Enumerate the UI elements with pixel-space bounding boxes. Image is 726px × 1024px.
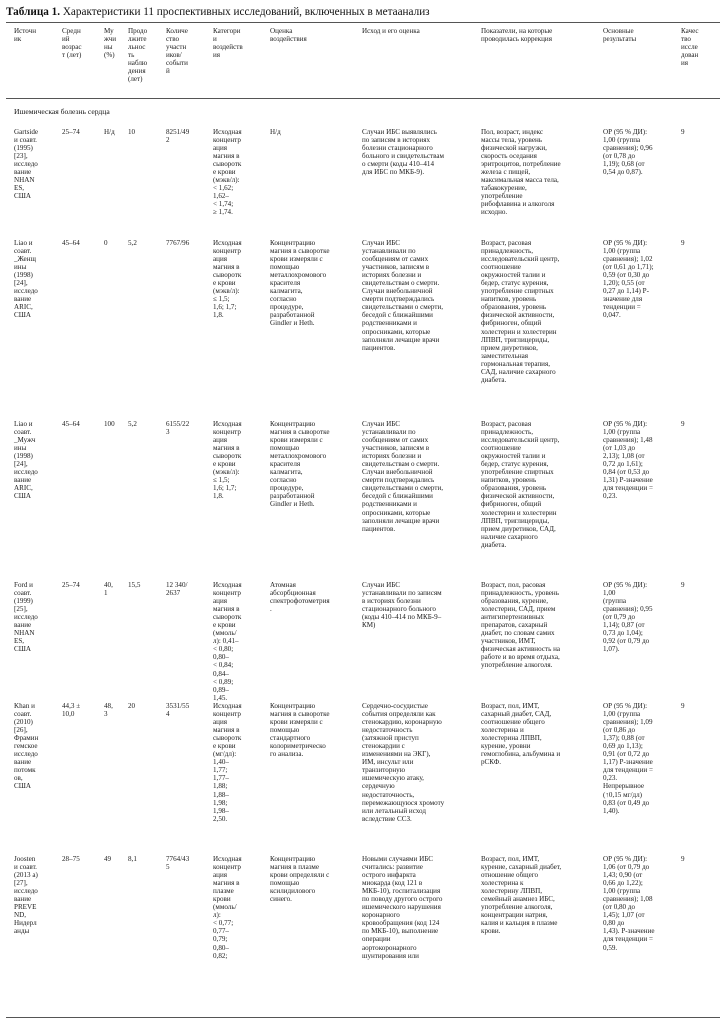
cell-age: 45–64 [62,239,80,247]
cell-quality: 9 [681,420,685,428]
cell-quality: 9 [681,128,685,136]
cell-participants: 12 340/ 2637 [166,581,188,598]
cell-men: 40, 1 [104,581,113,598]
cell-men: 49 [104,855,112,863]
cell-quality: 9 [681,702,685,710]
header-top-rule [6,22,720,23]
cell-participants: 6155/22 3 [166,420,190,437]
cell-age: 25–74 [62,128,80,136]
cell-age: 45–64 [62,420,80,428]
cell-age: 44,3 ± 10,0 [62,702,81,719]
cell-results: ОР (95 % ДИ): 1,00 (группа сравнения); 1,48 (от 1,03 до 2,13); 1,08 (от 0,72 до 1,61); 0,84 (от 0,53 до 1,31) P-значение для тенденции = 0,23. [603,420,653,501]
cell-outcome: Случаи ИБС устанавливали по записям в историях болезни стационарного больного (коды 410–414 по МКБ-9– КМ) [362,581,442,630]
cell-categories: Исходная концентр ация магния в сыворотк е крови (мэкв/л): ≤ 1,5; 1,6; 1,7; 1,8. [213,420,242,501]
cell-results: ОР (95 % ДИ): 1,06 (от 0,79 до 1,43; 0,90 (от 0,66 до 1,22); 1,00 (группа сравнения); 1,08 (от 0,80 до 1,45); 1,07 (от 0,80 до 1,43). P-значение для тенденции = 0,59. [603,855,655,952]
cell-participants: 8251/49 2 [166,128,190,145]
cell-categories: Исходная концентр ация магния в сыворотк е крови (мг/дл): 1,40– 1,77; 1,77– 1,88; 1,88– 1,98; 1,98– 2,50. [213,702,242,823]
cell-adjustment: Возраст, расовая принадлежность, исследовательский центр, соотношение окружностей талии и бедер, статус курения, употребление спиртных напитков, уровень образования, уровень физической активности, фибриноген, общий холестерин и холестерин ЛПВП, триглицериды, прием диуретиков, САД, наличие сахарного диабета. [481,420,560,549]
cell-men: 48, 3 [104,702,113,719]
cell-source: Ford и соавт. (1999) [25], исследо вание NHAN ES, США [14,581,38,654]
cell-source: Joosten и соавт. (2013 a) [27], исследо вание PREVE ND, Нидерл анды [14,855,38,936]
table-label: Таблица 1. [6,6,61,18]
cell-results: ОР (95 % ДИ): 1,00 (группа сравнения); 0,96 (от 0,78 до 1,19); 0,68 (от 0,54 до 0,87). [603,128,653,177]
cell-assessment: Концентрацию магния в сыворотке крови измеряли с помощью стандартного колориметрическо го анализа. [270,702,330,759]
cell-categories: Исходная концентр ация магния в плазме крови (ммоль/ л): < 0,77; 0,77– 0,79; 0,80– 0,82; [213,855,242,960]
cell-adjustment: Пол, возраст, индекс массы тела, уровень физической нагрузки, скорость оседания эритроцитов, потребление железа с пищей, максимальная масса тела, табакокурение, употребление рибофлавина и алкоголя исходно. [481,128,561,217]
column-header-age: Средн ий возрас т (лет) [62,27,82,60]
cell-outcome: Случаи ИБС устанавливали по сообщениям от самих участников, записям в историях болезни и свидетельствам о смерти. Случаи внебольничной смерти подтверждались свидетельствами о смерти, беседой с ближайшими родственниками и опросниками, которые заполняли лечащие врачи пациентов. [362,239,444,352]
column-header-adjustment: Показатели, на которые проводилась коррекция [481,27,553,44]
cell-categories: Исходная концентр ация магния в сыворотк е крови (ммоль/ л): 0,41– < 0,80; 0,80– < 0,84; 0,84– < 0,89; 0,89– 1,45. [213,581,242,702]
cell-results: ОР (95 % ДИ): 1,00 (группа сравнения); 0,95 (от 0,79 до 1,14); 0,87 (от 0,73 до 1,04); 0,92 (от 0,79 до 1,07). [603,581,653,654]
column-header-source: Источн ик [14,27,37,44]
cell-categories: Исходная концентр ация магния в сыворотк е крови (мэкв/л): < 1,62; 1,62– < 1,74; ≥ 1,74. [213,128,242,217]
cell-source: Liao и соавт. _Женщ ины (1998) [24], исследо вание ARIC, США [14,239,38,320]
cell-followup: 15,5 [128,581,141,589]
cell-quality: 9 [681,855,685,863]
cell-quality: 9 [681,239,685,247]
cell-source: Liao и соавт. _Мужч ины (1998) [24], исследо вание ARIC, США [14,420,38,501]
header-bottom-rule [6,98,720,99]
cell-outcome: Сердечно-сосудистые события определяли как стенокардию, коронарную недостаточность (затяжной приступ стенокардии с изменениями на ЭКГ), ИМ, инсульт или транзиторную ишемическую атаку, сердечную недостаточность, перемежающуюся хромоту или летальный исход вследствие ССЗ. [362,702,445,823]
table-bottom-rule [6,1017,720,1018]
cell-assessment: Атомная абсорбционная спектрофотометрия . [270,581,330,614]
table-title: Характеристики 11 проспективных исследований, включенных в метаанализ [60,6,430,18]
cell-results: ОР (95 % ДИ): 1,00 (группа сравнения); 1,09 (от 0,86 до 1,37); 0,88 (от 0,69 до 1,13); 0,91 (от 0,72 до 1,17) P-значение для тенденции = 0,23. Непрерывное (↑0,15 мг/дл) 0,83 (от 0,49 до 1,40). [603,702,653,815]
cell-assessment: Концентрацию магния в сыворотке крови измеряли с помощью металлохромового красителя калмагита, согласно процедуре, разработанной Gindler и Heth. [270,239,330,328]
cell-adjustment: Возраст, пол, ИМТ, курение, сахарный диабет, отношение общего холестерина к холестерину ЛПВП, семейный анамнез ИБС, употребление алкоголя, концентрации натрия, калия и кальция в плазме крови. [481,855,562,936]
cell-followup: 20 [128,702,136,710]
cell-adjustment: Возраст, пол, расовая принадлежность, уровень образования, курение, холестерин, САД, прием антигипертензивных препаратов, сахарный диабет, по словам самих участников, ИМТ, физическая активность на работе и во время отдыха, употребление алкоголя. [481,581,561,670]
cell-age: 25–74 [62,581,80,589]
column-header-participants: Количе ство участн иков/ событи й [166,27,188,76]
cell-source: Gartside и соавт. (1995) [23], исследо вание NHAN ES, США [14,128,39,201]
table-caption [6,5,720,19]
cell-adjustment: Возраст, расовая принадлежность, исследовательский центр, соотношение окружностей талии и бедер, статус курения, употребление спиртных напитков, уровень образования, уровень физической активности, фибриноген, общий холестерин и холестерин ЛПВП, триглицериды, прием диуретиков, заместительная гормональная терапия, САД, наличие сахарного диабета. [481,239,560,384]
column-header-followup: Продо лжите льнос ть наблю дения (лет) [128,27,148,84]
cell-men: 100 [104,420,115,428]
column-header-results: Основные результаты [603,27,637,44]
column-header-men: Му жчи ны (%) [104,27,117,60]
cell-participants: 7764/43 5 [166,855,190,872]
cell-men: 0 [104,239,108,247]
cell-participants: 3531/55 4 [166,702,190,719]
cell-assessment: Концентрацию магния в плазме крови определяли с помощью ксилидилового синего. [270,855,330,904]
cell-outcome: Случаи ИБС выявлялись по записям в историях болезни стационарного больного и свидетельствам о смерти (коды 410–414 для ИБС по МКБ-9). [362,128,445,177]
cell-age: 28–75 [62,855,80,863]
cell-quality: 9 [681,581,685,589]
cell-adjustment: Возраст, пол, ИМТ, сахарный диабет, САД, соотношение общего холестерина и холестерина ЛПВП, курение, уровни гемоглобина, альбумина и рСКФ. [481,702,561,767]
column-header-categories: Категори и воздейств ия [213,27,243,60]
cell-outcome: Новыми случаями ИБС считались: развитие острого инфаркта миокарда (код 121 в МКБ-10), госпитализация по поводу другого острого ишемического нарушения коронарного кровообращения (код 124 по МКБ-10), выполнение операции аортокоронарного шунтирования или [362,855,443,960]
cell-followup: 8,1 [128,855,137,863]
cell-categories: Исходная концентр ация магния в сыворотк е крови (мэкв/л): ≤ 1,5; 1,6; 1,7; 1,8. [213,239,242,320]
cell-assessment: Н/д [270,128,281,136]
column-header-outcome: Исход и его оценка [362,27,420,35]
cell-followup: 5,2 [128,420,137,428]
cell-followup: 10 [128,128,136,136]
cell-source: Khan и соавт. (2010) [26], Фрамин гемское исследо вание потомк ов, США [14,702,39,791]
column-header-assessment: Оценка воздействия [270,27,307,44]
cell-followup: 5,2 [128,239,137,247]
column-header-quality: Качес тво иссле дован ия [681,27,699,68]
cell-men: Н/д [104,128,115,136]
cell-outcome: Случаи ИБС устанавливали по сообщениям от самих участников, записям в историях болезни и свидетельствам о смерти. Случаи внебольничной смерти подтверждались свидетельствами о смерти, беседой с ближайшими родственниками и опросниками, которые заполняли лечащие врачи пациентов. [362,420,444,533]
cell-assessment: Концентрацию магния в сыворотке крови измеряли с помощью металлохромового красителя калмагита, согласно процедуре, разработанной Gindler и Heth. [270,420,330,509]
cell-results: ОР (95 % ДИ): 1,00 (группа сравнения); 1,02 (от 0,61 до 1,71); 0,59 (от 0,30 до 1,20); 0,55 (от 0,27 до 1,14) P- значение для тенденции = 0,047. [603,239,654,320]
section-title: Ишемическая болезнь сердца [14,107,110,116]
cell-participants: 7767/96 [166,239,190,247]
